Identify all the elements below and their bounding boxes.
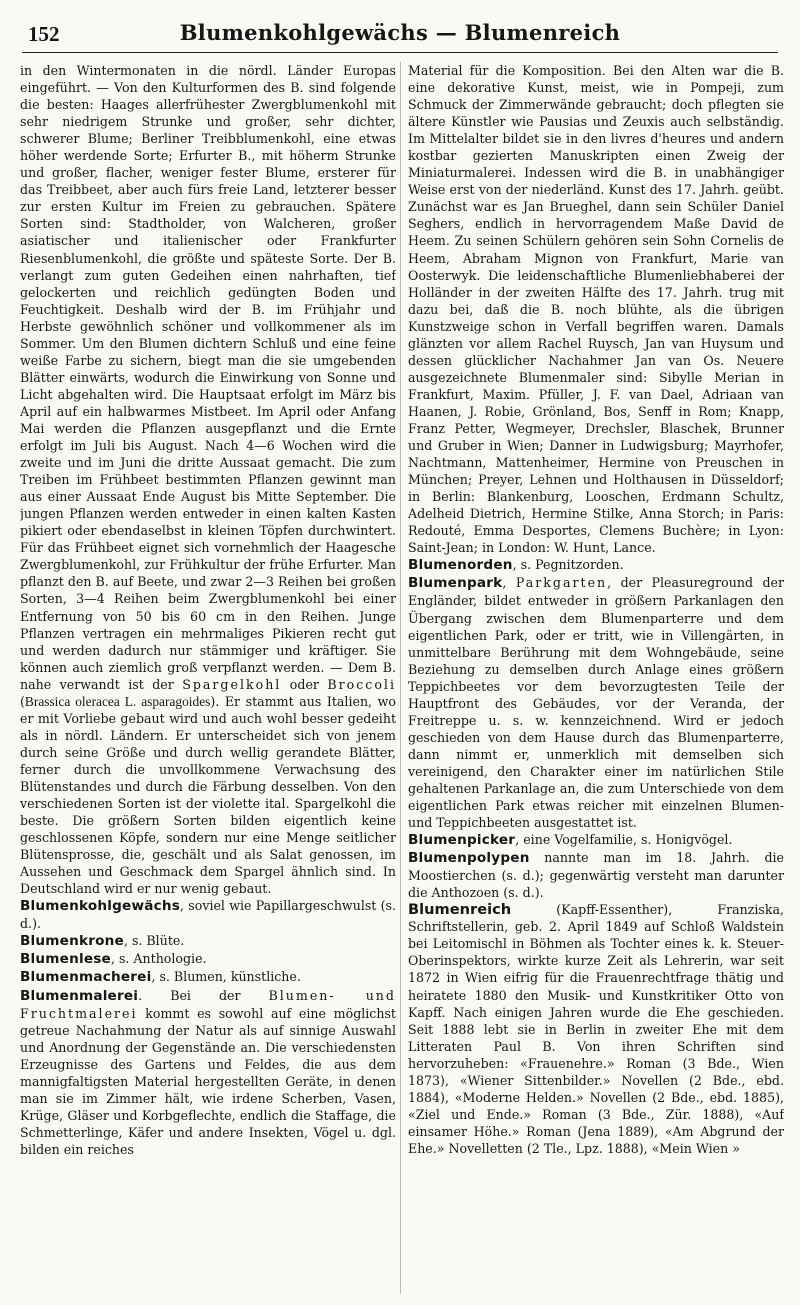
headword: Blumenmalerei xyxy=(20,987,139,1004)
spaced-term: Blumen- und Fruchtmalerei xyxy=(20,987,396,1021)
article-blumenkohl-continuation: in den Wintermonaten in die nördl. Länder Europas eingeführt. — Von den Kulturformen des B. sind folgende die besten: Haages allerfrühester Zwergblumenkohl mit sehr niedrigem Strunke und großer, sehr dichter, schwerer Blume; Berliner Treibblumenkohl, eine etwas höher werdende Sorte; Erfurter B., mit höherm Strunke und großer, flacher, weniger fester Blume, ersterer für das Treibbeet, aber auch fürs freie Land, letzterer besser zur ersten Kultur im Freien zu gebrauchen. Spätere Sorten sind: Stadtholder, von Walcheren, großer asiatischer und italienischer oder Frankfurter Riesenblumenkohl, die größte und späteste Sorte. Der B. verlangt zum guten Gedeihen einen nahrhaften, tief gelockerten und reichlich gedüngten Boden und Feuchtigkeit. Deshalb wird der B. im Frühjahr und Herbste gewöhnlich schöner und vollkommener als im Sommer. Um den Blumen dichtern Schluß und eine feine weiße Farbe zu sichern, biegt man die sie umgebenden Blätter einwärts, wodurch die Einwirkung von Sonne und Licht abgehalten wird. Die Hauptsaat erfolgt im März bis April auf ein halbwarmes Mistbeet. Im April oder Anfang Mai werden die Pflanzen ausgepflanzt und die Ernte erfolgt im Juli bis August. Nach 4—6 Wochen wird die zweite und im Juni die dritte Aussaat gemacht. Die zum Treiben im Frühbeet bestimmten Pflanzen gewinnt man aus einer Aussaat Ende August bis Mitte September. Die jungen Pflanzen werden entweder in einen kalten Kasten pikiert oder ebendaselbst in kleinen Töpfen durchwintert. Für das Frühbeet eignet sich vornehmlich der Haagesche Zwergblumenkohl, zur Frühkultur der frühe Erfurter. Man pflanzt den B. auf Beete, und zwar 2—3 Reihen bei großen Sorten, 3—4 Reihen beim Zwergblumenkohl bei einer Entfernung von 50 bis 60 cm in den Reihen. Junge Pflanzen vertragen ein mehrmaliges Pikieren recht gut und werden dadurch nur stämmiger und kräftiger. Sie können auch ziemlich groß verpflanzt werden. — Dem B. nahe verwandt ist der Spargelkohl oder Broccoli (Brassica oleracea L. asparagoides). Er stammt aus Italien, wo er mit Vorliebe gebaut wird und auch wohl besser gedeiht als in nördl. Ländern. Er unterscheidet sich von jenem durch seine Größe und durch wellig gerandete Blätter, ferner durch die unvollkommene Verwachsung des Blütenstandes und durch die Färbung desselben. Von den verschiedenen Sorten ist der violette ital. Spargelkohl die beste. Die größern Sorten bilden eigentlich keine geschlossenen Köpfe, sondern nur eine Menge seitlicher Blütensprosse, die, geschält und als Salat genossen, im Aussehen und Geschmack dem Spargel ähnlich sind. In Deutschland wird er nur wenig gebaut. xyxy=(20,63,396,897)
headword: Blumenorden xyxy=(408,557,513,574)
right-column xyxy=(408,62,784,1294)
column-divider xyxy=(400,62,401,1294)
entry-blumenpark: Blumenpark, Parkgarten, der Pleasureground der Engländer, bildet entweder in größern Parkanlagen den Übergang zwischen dem Blumenparterre und dem eigentlichen Park, oder er tritt, wie in Villengärten, in unmittelbare Berührung mit dem Wohngebäude, seine Beziehung zu demselben durch Anlage eines größern Teppichbeetes vor dem bevorzugtesten Teile der Hauptfront des Gebäudes, vor der Veranda, der Freitreppe u. s. w. kennzeichnend. Wird er jedoch geschieden von dem Hause durch das Blumenparterre, dann nimmt er, unmerklich mit demselben sich vereinigend, den Charakter einer im natürlichen Stile gehaltenen Parkanlage an, die zum Unterschiede von dem eigentlichen Park etwas reicher mit einzelnen Blumen- und Teppichbeeten ausgestattet ist. xyxy=(408,575,784,831)
entry-blumenkrone: Blumenkrone, s. Blüte. xyxy=(20,933,185,950)
article-blumenmalerei-continuation: Material für die Komposition. Bei den Alten war die B. eine dekorative Kunst, meist, wie in Pompeji, zum Schmuck der Zimmerwände gebraucht; doch pflegten sie ältere Künstler wie Pausias und Zeuxis auch selbständig. Im Mittelalter bildet sie in den livres d'heures und andern kostbar gezierten Manuskripten einen Zweig der Miniaturmalerei. Indessen wird die B. in unabhängiger Weise erst von der niederländ. Kunst des 17. Jahrh. geübt. Zunächst war es Jan Brueghel, dann sein Schüler Daniel Seghers, endlich in hervorragendem Maße David de Heem. Zu seinen Schülern gehören sein Sohn Cornelis de Heem, Abraham Mignon von Frankfurt, Marie van Oosterwyk. Die leidenschaftliche Blumenliebhaberei der Holländer in der zweiten Hälfte des 17. Jahrh. trug mit dazu bei, daß die B. noch blühte, als die übrigen Kunstzweige schon in Verfall begriffen waren. Damals glänzten vor allem Rachel Ruysch, Jan van Huysum und dessen glücklicher Nachahmer Jan van Os. Neuere ausgezeichnete Blumenmaler sind: Sibylle Merian in Frankfurt, Maxim. Pfüller, J. F. van Dael, Adriaan van Haanen, J. Robie, Grönland, Bos, Senff in Rom; Knapp, Franz Petter, Wegmeyer, Drechsler, Blaschek, Brunner und Gruber in Wien; Danner in Ludwigsburg; Mayrhofer, Nachtmann, Mattenheimer, Hermine von Preuschen in München; Preyer, Lehnen und Holthausen in Düsseldorf; in Berlin: Blankenburg, Looschen, Erdmann Schultz, Adelheid Dietrich, Hermine Stilke, Anna Storch; in Paris: Redouté, Emma Desportes, Clemens Buchère; in Lyon: Saint-Jean; in London: W. Hunt, Lance. xyxy=(408,63,784,556)
running-title: Blumenkohlgewächs — Blumenreich xyxy=(179,20,621,45)
headword: Blumenpolypen xyxy=(408,850,530,867)
spaced-term: Broccoli xyxy=(327,676,396,692)
spaced-term: Spargelkohl xyxy=(182,676,282,692)
headword: Blumenkohlgewächs xyxy=(20,898,181,915)
left-column xyxy=(20,62,396,1294)
entry-blumenmalerei: Blumenmalerei. Bei der Blumen- und Fruchtmalerei kommt es sowohl auf eine möglichst getreue Nachahmung der Natur als auf sinnige Auswahl und Anordnung der Gegenstände an. Die verschiedensten Erzeugnisse des Gartens und Feldes, die aus dem mannigfaltigsten Material hergestellten Geräte, in denen man sie im Zimmer hält, wie irdene Scherben, Vasen, Krüge, Gläser und Korbgeflechte, endlich die Staffage, die Schmetterlinge, Käfer und andere Insekten, Vögel u. dgl. bilden ein reiches xyxy=(20,987,396,1157)
headword: Blumenkrone xyxy=(20,933,124,950)
headword: Blumenpark xyxy=(408,575,503,592)
entry-blumenkohlgewaechs: Blumenkohlgewächs, soviel wie Papillargeschwulst (s. d.). xyxy=(20,898,396,932)
headword: Blumenlese xyxy=(20,951,111,968)
headword: Blumenpicker xyxy=(408,832,516,849)
entry-blumenorden: Blumenorden, s. Pegnitzorden. xyxy=(408,557,624,574)
page-header xyxy=(22,14,778,53)
latin-name: Brassica oleracea L. asparagoides xyxy=(24,693,211,709)
entry-blumenpicker: Blumenpicker, eine Vogelfamilie, s. Honigvögel. xyxy=(408,832,733,849)
headword: Blumenmacherei xyxy=(20,969,152,986)
entry-blumenreich: Blumenreich (Kapff-Essenther), Franziska, Schriftstellerin, geb. 2. April 1849 auf Schloß Waldstein bei Leitomischl in Böhmen als Tochter eines k. k. Steuer-Oberinspektors, wirkte kurze Zeit als Lehrerin, war seit 1872 in Wien eifrig für die Frauenrechtfrage thätig und heiratete 1880 den Musik- und Kunstkritiker Otto von Kapff. Nach einigen Jahren wurde die Ehe geschieden. Seit 1888 lebt sie in Berlin in zweiter Ehe mit dem Litteraten Paul B. Von ihren Schriften sind hervorzuheben: «Frauenehre.» Roman (3 Bde., Wien 1873), «Wiener Sittenbilder.» Novellen (2 Bde., ebd. 1884), «Moderne Helden.» Novellen (2 Bde., ebd. 1885), «Ziel und Ende.» Roman (3 Bde., Zür. 1888), «Auf einsamer Höhe.» Roman (Jena 1889), «Am Abgrund der Ehe.» Novelletten (2 Tle., Lpz. 1888), «Mein Wien » xyxy=(408,901,784,1156)
entry-blumenmacherei: Blumenmacherei, s. Blumen, künstliche. xyxy=(20,969,301,986)
spaced-term: Parkgarten xyxy=(515,575,608,591)
headword: Blumenreich xyxy=(408,901,512,919)
entry-blumenlese: Blumenlese, s. Anthologie. xyxy=(20,951,207,968)
entry-blumenpolypen: Blumenpolypen nannte man im 18. Jahrh. die Moostierchen (s. d.); gegenwärtig versteht man darunter die Anthozoen (s. d.). xyxy=(408,850,784,901)
page-number: 152 xyxy=(28,22,60,46)
